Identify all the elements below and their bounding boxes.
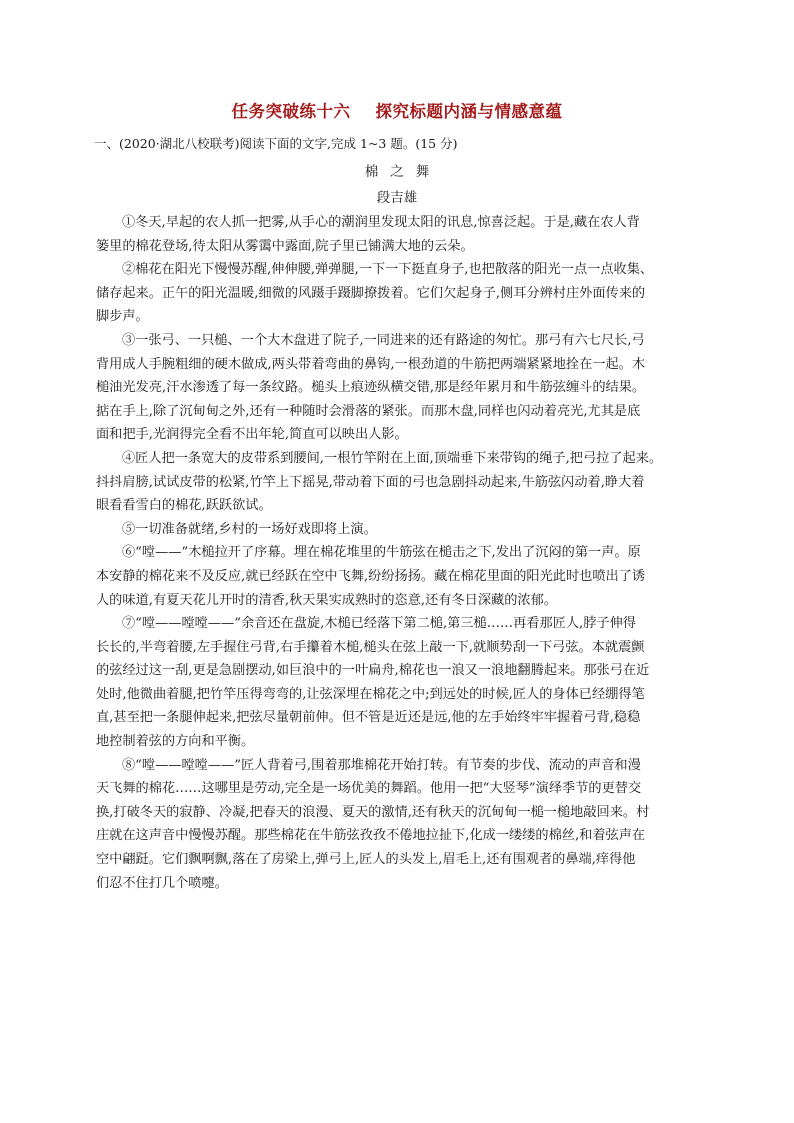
paragraph-6	[96, 541, 696, 612]
paragraph-line: 储存起来。正午的阳光温暖,细微的风蹑手蹑脚撩拨着。它们欠起身子,侧耳分辨村庄外面传来的	[96, 285, 646, 301]
paragraph-line: ②棉花在阳光下慢慢苏醒,伸伸腰,弹弹腿,一下一下挺直身子,也把散落的阳光一点一点收集、	[122, 262, 654, 278]
paragraph-3	[96, 329, 696, 447]
paragraph-line: 们忍不住打几个喷嚏。	[96, 875, 228, 891]
section-heading: 一、(2020·湖北八校联考)阅读下面的文字,完成 1~3 题。(15 分)	[94, 136, 458, 151]
paragraph-line: ⑧“嘡——嘡嘡——”匠人背着弓,围着那堆棉花开始打转。有节奏的步伐、流动的声音和漫	[122, 757, 641, 773]
paragraph-8	[96, 754, 696, 896]
paragraph-line: 处时,他微曲着腿,把竹竿压得弯弯的,让弦深埋在棉花之中;到远处的时候,匠人的身体已经绷得笔	[96, 686, 645, 702]
paragraph-line: 的弦经过这一刮,更是急剧摆动,如巨浪中的一叶扁舟,棉花也一浪又一浪地翻腾起来。那张弓在近	[96, 663, 650, 679]
page-title: 任务突破练十六 探究标题内涵与情感意蕴	[231, 102, 563, 121]
paragraph-line: 脚步声。	[96, 309, 149, 325]
paragraph-1	[96, 211, 696, 258]
paragraph-line: 庄就在这声音中慢慢苏醒。那些棉花在牛筋弦孜孜不倦地拉扯下,化成一缕缕的棉丝,和着弦声在	[96, 828, 646, 844]
essay-body	[96, 211, 696, 895]
paragraph-line: ③一张弓、一只槌、一个大木盘进了院子,一同进来的还有路途的匆忙。那弓有六七尺长,弓	[122, 332, 645, 348]
paragraph-line: 抖抖肩膀,试试皮带的松紧,竹竿上下摇晃,带动着下面的弓也急剧抖动起来,牛筋弦闪动着,睁大着	[96, 474, 645, 490]
paragraph-line: 直,甚至把一条腿伸起来,把弦尽量朝前伸。但不管是近还是远,他的左手始终牢牢握着弓背,稳稳	[96, 710, 641, 726]
paragraph-line: 地控制着弦的方向和平衡。	[96, 734, 255, 750]
paragraph-5	[96, 518, 696, 542]
paragraph-line: 掂在手上,除了沉甸甸之外,还有一种随时会滑落的紧张。而那木盘,同样也闪动着亮光,尤其是底	[96, 403, 641, 419]
paragraph-line: ⑦“嘡——嘡嘡——”余音还在盘旋,木槌已经落下第二槌,第三槌……再看那匠人,脖子伸得	[122, 616, 636, 632]
paragraph-line: 眼看看雪白的棉花,跃跃欲试。	[96, 498, 272, 514]
paragraph-line: ①冬天,早起的农人抓一把雾,从手心的潮润里发现太阳的讯息,惊喜泛起。于是,藏在农人背	[122, 215, 640, 230]
paragraph-line: 本安静的棉花来不及反应,就已经跃在空中飞舞,纷纷扬扬。藏在棉花里面的阳光此时也喷出了诱	[96, 568, 646, 584]
paragraph-line: 换,打破冬天的寂静、冷凝,把春天的浪漫、夏天的激情,还有秋天的沉甸甸一槌一槌地敲回来。村	[96, 804, 650, 820]
paragraph-line: 长长的,半弯着腰,左手握住弓背,右手攥着木槌,槌头在弦上敲一下,就顺势刮一下弓弦。本就震颤	[96, 639, 645, 655]
essay-title: 棉之舞	[364, 164, 442, 180]
paragraph-line: 空中翩跹。它们飘啊飘,落在了房梁上,弹弓上,匠人的头发上,眉毛上,还有围观者的鼻端,痒得他	[96, 852, 636, 868]
paragraph-4	[96, 447, 696, 518]
paragraph-line: ⑥“嘡——”木槌拉开了序幕。埋在棉花堆里的牛筋弦在槌击之下,发出了沉闷的第一声。原	[122, 545, 641, 561]
paragraph-line: 背用成人手腕粗细的硬木做成,两头带着弯曲的鼻钩,一根劲道的牛筋把两端紧紧地拴在一起。木	[96, 356, 646, 372]
essay-author: 段吉雄	[376, 190, 418, 206]
paragraph-line: 槌油光发亮,汗水渗透了每一条纹路。槌头上痕迹纵横交错,那是经年累月和牛筋弦缠斗的结果。	[96, 380, 646, 396]
paragraph-line: 天飞舞的棉花……这哪里是劳动,完全是一场优美的舞蹈。他用一把“大竖琴”演绎季节的更替交	[96, 781, 642, 797]
paragraph-line: 篓里的棉花登场,待太阳从雾霭中露面,院子里已铺满大地的云朵。	[96, 238, 474, 254]
paragraph-line: 人的味道,有夏天花儿开时的清香,秋天果实成熟时的恣意,还有冬日深藏的浓郁。	[96, 592, 557, 608]
paragraph-line: ④匠人把一条宽大的皮带系到腰间,一根竹竿附在上面,顶端垂下来带钩的绳子,把弓拉了起来。	[122, 450, 663, 466]
paragraph-line: 面和把手,光润得完全看不出年轮,简直可以映出人影。	[96, 427, 408, 443]
paragraph-2	[96, 258, 696, 329]
paragraph-line: ⑤一切准备就绪,乡村的一场好戏即将上演。	[122, 521, 377, 537]
paragraph-7	[96, 612, 696, 754]
